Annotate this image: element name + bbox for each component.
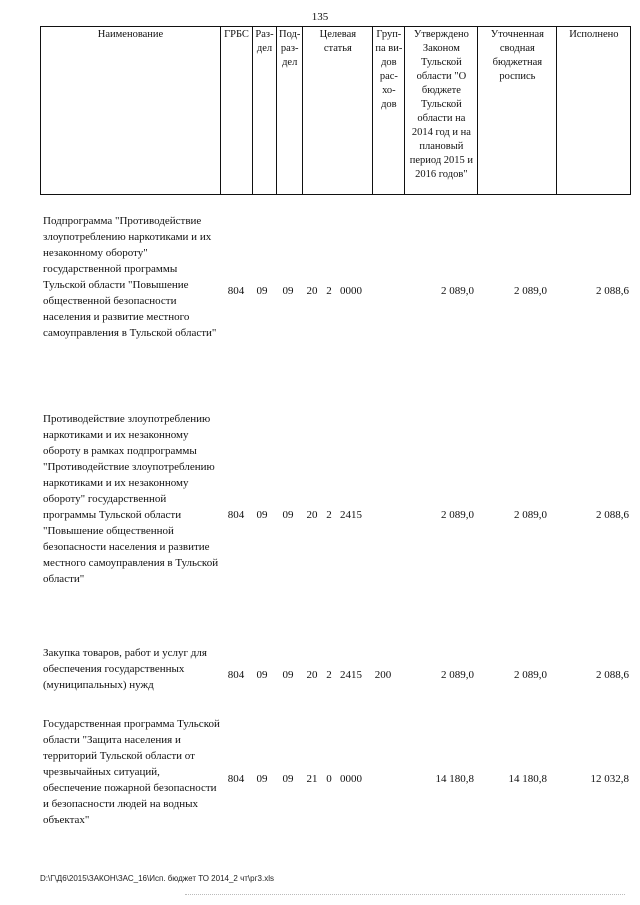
- header-podrazdel: Под-раз-дел: [277, 27, 303, 195]
- footer-file-path: D:\Г\Д6\2015\ЗАКОН\ЗАС_16\Исп. бюджет ТО 2014_2 чт\рг3.xls: [40, 874, 274, 883]
- row-razdel: 09: [256, 285, 268, 297]
- row-executed: 2 088,6: [596, 669, 629, 681]
- row-podrazdel: 09: [282, 669, 294, 681]
- row-name: Государственная программа Тульской области "Защита населения и территорий Тульской области от чрезвычайных ситуаций, обеспечение пожарной безопасности и безопасности людей на водных объектах": [43, 718, 220, 826]
- row-approved: 14 180,8: [435, 773, 474, 785]
- row-name: Противодействие злоупотреблению наркотиками и их незаконному обороту в рамках подпрограммы "Противодействие злоупотреблению наркотиками и их незаконному обороту" государственной программы Тульской области "Повышение общественной безопасности населения и развитие местного самоуправления в Тульской области": [43, 413, 219, 585]
- row-grbs: 804: [227, 285, 245, 297]
- row-name: Закупка товаров, работ и услуг для обеспечения государственных (муниципальных) нужд: [43, 647, 207, 691]
- row-target-article-code: 2415: [340, 669, 362, 681]
- page-number: 135: [311, 11, 329, 23]
- row-razdel: 09: [256, 773, 268, 785]
- row-podrazdel: 09: [282, 285, 294, 297]
- header-expense-group: Груп-па ви-дов рас-хо-дов: [373, 27, 405, 195]
- row-approved: 2 089,0: [441, 669, 474, 681]
- row-target-article-code: 0000: [340, 773, 362, 785]
- header-name: Наименование: [41, 27, 221, 195]
- header-grbs: ГРБС: [221, 27, 253, 195]
- row-razdel: 09: [256, 669, 268, 681]
- header-target-article: Целевая статья: [303, 27, 373, 195]
- row-target-article-subprogram: 2: [326, 669, 332, 681]
- row-grbs: 804: [227, 669, 245, 681]
- row-target-article-subprogram: 2: [326, 285, 332, 297]
- header-executed: Исполнено: [557, 27, 631, 195]
- row-target-article-program: 20: [306, 509, 318, 521]
- row-target-article-code: 0000: [340, 285, 362, 297]
- footer-divider: [185, 894, 625, 895]
- row-target-article-code: 2415: [340, 509, 362, 521]
- row-grbs: 804: [227, 509, 245, 521]
- row-target-article-program: 20: [306, 285, 318, 297]
- row-executed: 2 088,6: [596, 285, 629, 297]
- header-razdel: Раз-дел: [253, 27, 277, 195]
- row-target-article-subprogram: 0: [326, 773, 332, 785]
- row-podrazdel: 09: [282, 773, 294, 785]
- row-grbs: 804: [227, 773, 245, 785]
- row-refined: 2 089,0: [514, 669, 547, 681]
- row-name: Подпрограмма "Противодействие злоупотреблению наркотиками и их незаконному обороту" государственной программы Тульской области "Повышение общественной безопасности населения и развитие местного самоуправления в Тульской области": [43, 215, 217, 339]
- row-approved: 2 089,0: [441, 285, 474, 297]
- row-refined: 2 089,0: [514, 509, 547, 521]
- row-target-article-program: 21: [306, 773, 318, 785]
- row-executed: 2 088,6: [596, 509, 629, 521]
- row-razdel: 09: [256, 509, 268, 521]
- header-approved: Утверждено Законом Тульской области "О бюджете Тульской области на 2014 год и на плановый период 2015 и 2016 годов": [405, 27, 478, 195]
- row-expense-group: 200: [374, 669, 392, 681]
- header-refined: Уточненная сводная бюджетная роспись: [478, 27, 557, 195]
- row-podrazdel: 09: [282, 509, 294, 521]
- row-refined: 14 180,8: [508, 773, 547, 785]
- row-approved: 2 089,0: [441, 509, 474, 521]
- row-executed: 12 032,8: [590, 773, 629, 785]
- budget-table-header: [40, 26, 631, 195]
- row-refined: 2 089,0: [514, 285, 547, 297]
- row-target-article-program: 20: [306, 669, 318, 681]
- row-target-article-subprogram: 2: [326, 509, 332, 521]
